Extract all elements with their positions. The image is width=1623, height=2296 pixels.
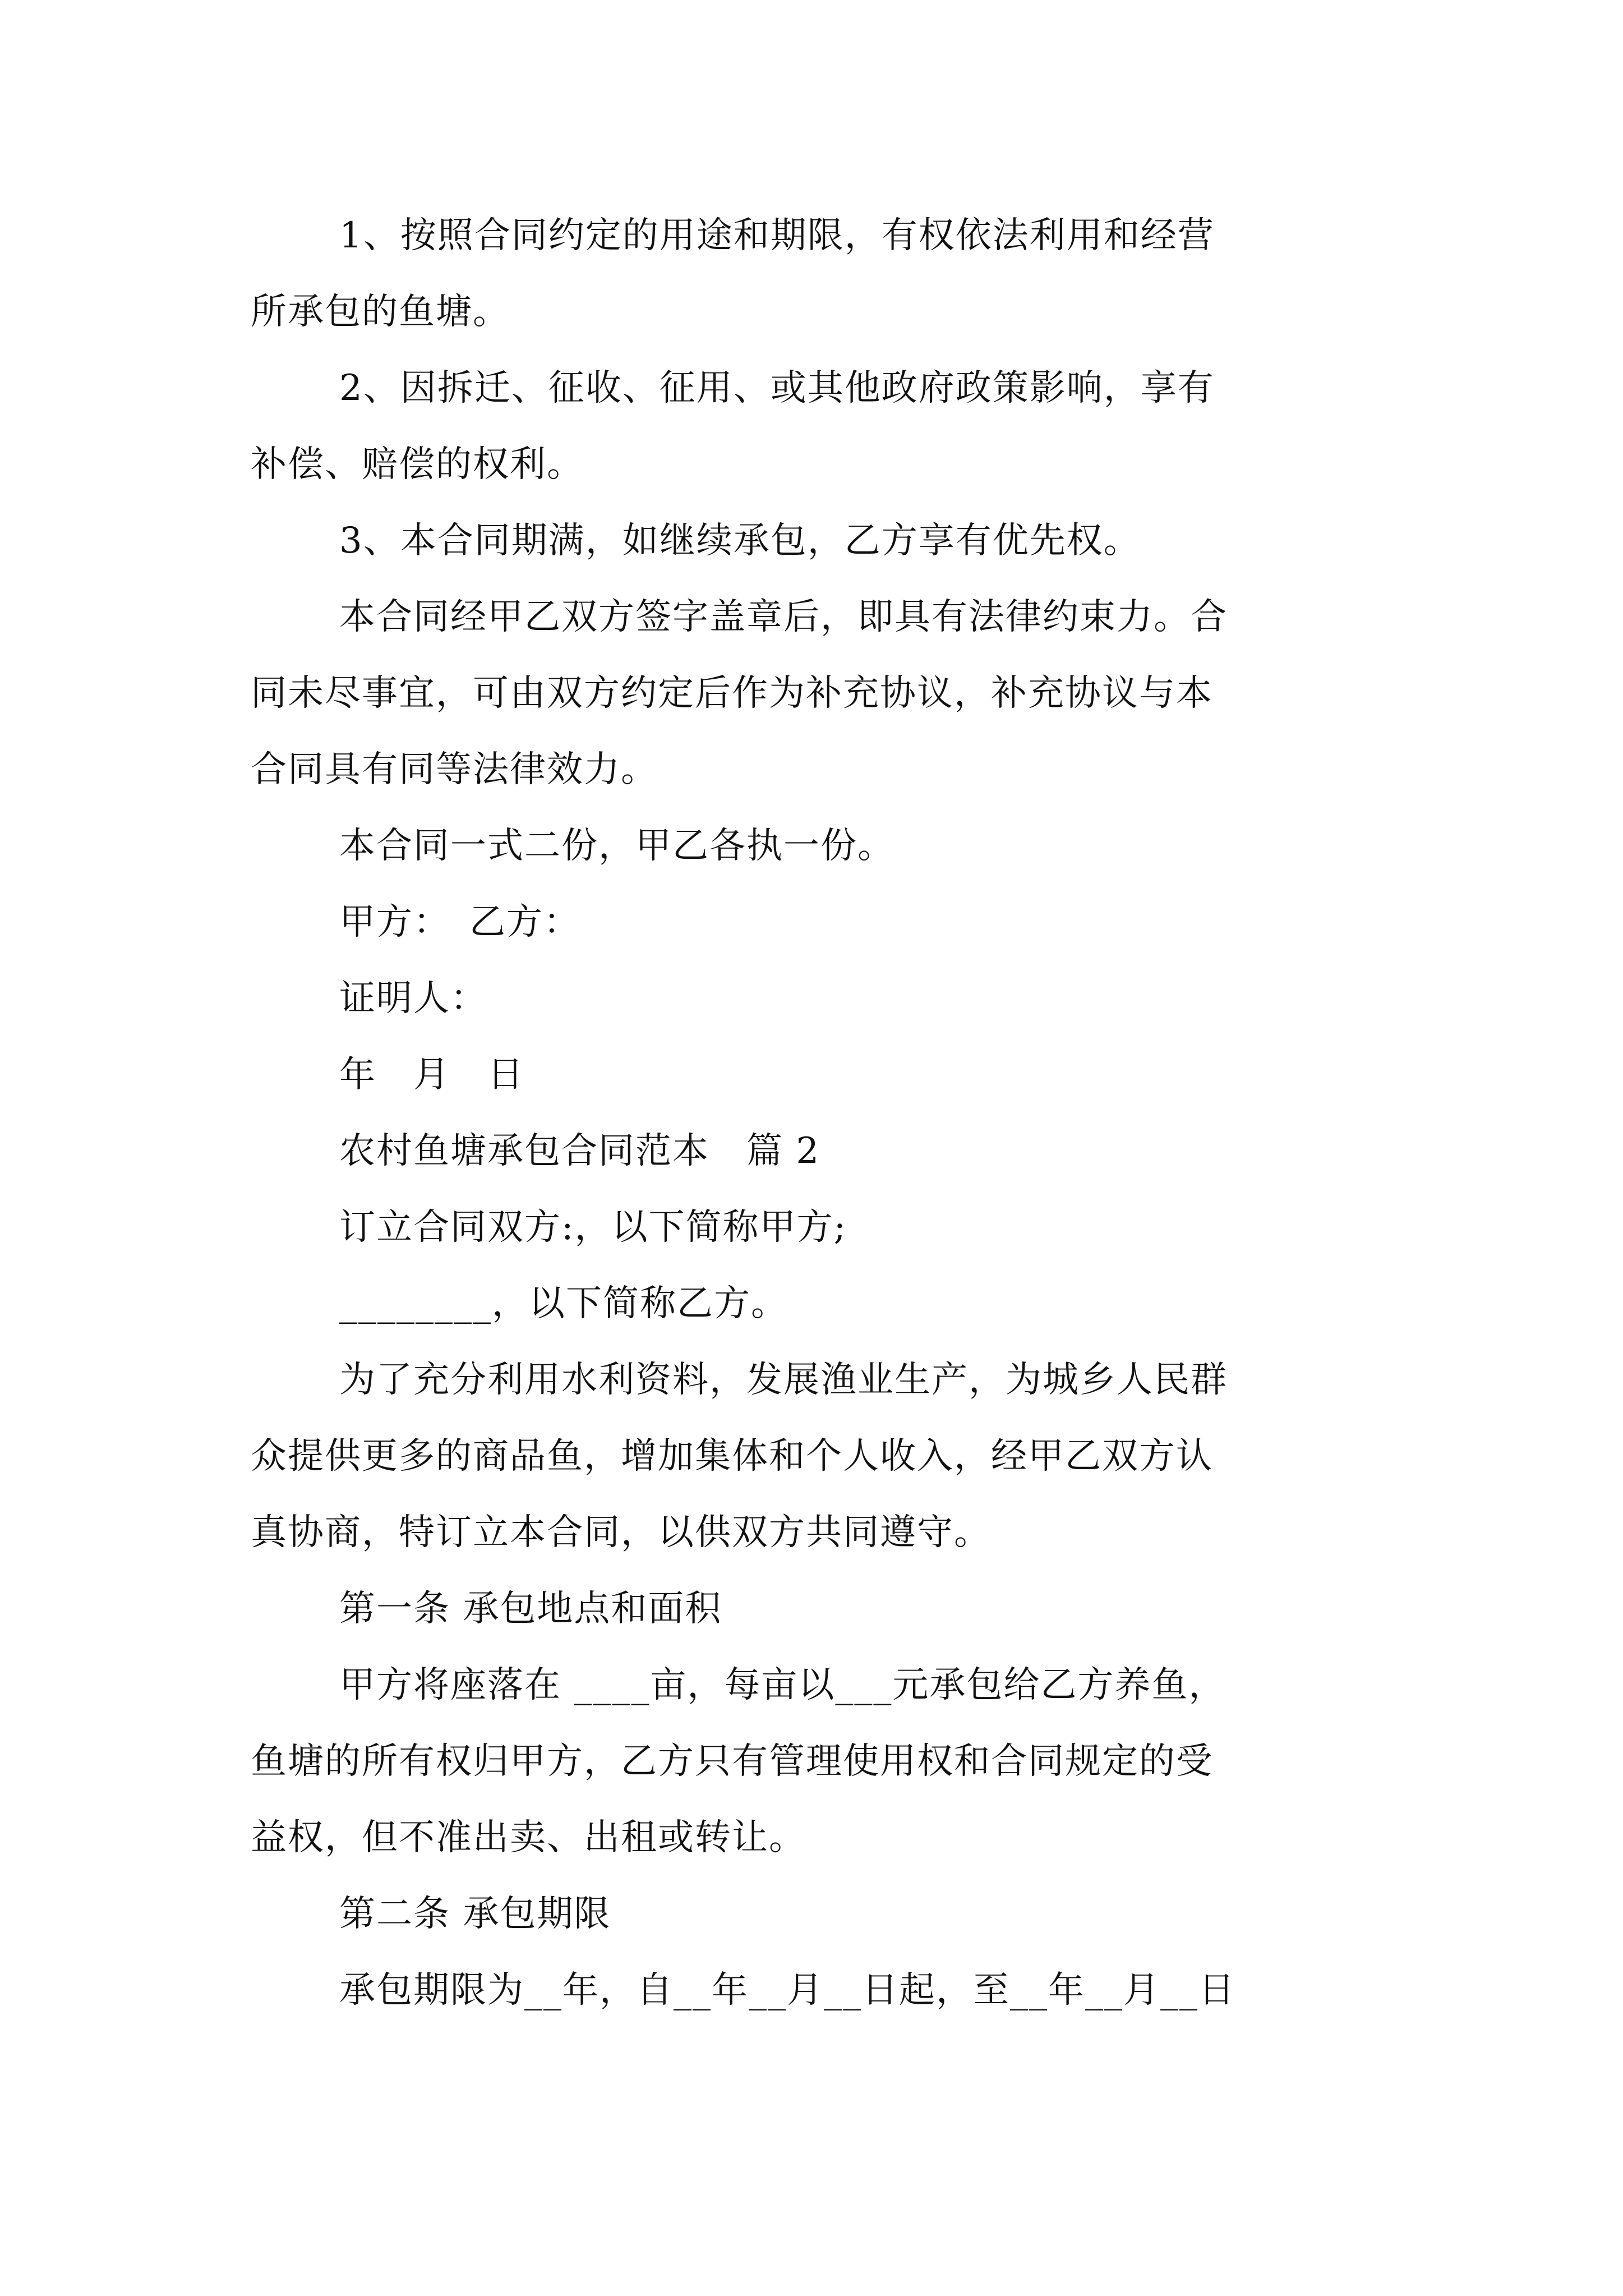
paragraph-line: 合同具有同等法律效力。	[251, 749, 658, 790]
paragraph-line: 鱼塘的所有权归甲方，乙方只有管理使用权和合同规定的受	[251, 1741, 1213, 1782]
paragraph-line: 所承包的鱼塘。	[251, 291, 510, 333]
paragraph-line: 同未尽事宜，可由双方约定后作为补充协议，补充协议与本	[251, 673, 1213, 714]
paragraph-line: 承包期限为__年，自__年__月__日起，至__年__月__日	[339, 1970, 1235, 2011]
paragraph-line: 益权，但不准出卖、出租或转让。	[251, 1817, 806, 1858]
section-heading: 农村鱼塘承包合同范本 篇 2	[339, 1130, 820, 1172]
paragraph-line: 1、按照合同约定的用途和期限，有权依法利用和经营	[339, 215, 1215, 256]
paragraph-line: 为了充分利用水利资料，发展渔业生产，为城乡人民群	[339, 1359, 1228, 1401]
paragraph-line: 补偿、赔偿的权利。	[251, 444, 584, 485]
paragraph-line: 甲方将座落在 ____亩，每亩以___元承包给乙方养鱼，	[339, 1664, 1226, 1706]
article-heading: 第一条 承包地点和面积	[339, 1588, 722, 1630]
article-heading: 第二条 承包期限	[339, 1893, 611, 1935]
paragraph-line: 2、因拆迁、征收、征用、或其他政府政策影响，享有	[339, 367, 1215, 409]
signature-parties-line: 甲方： 乙方：	[339, 901, 580, 943]
paragraph-line: 本合同经甲乙双方签字盖章后，即具有法律约束力。合	[339, 596, 1228, 638]
paragraph-line: 本合同一式二份，甲乙各执一份。	[339, 825, 895, 867]
date-line: 年 月 日	[339, 1054, 524, 1096]
paragraph-line: ________，以下简称乙方。	[339, 1283, 788, 1324]
paragraph-line: 众提供更多的商品鱼，增加集体和个人收入，经甲乙双方认	[251, 1435, 1213, 1477]
witness-line: 证明人：	[339, 978, 487, 1019]
paragraph-line: 真协商，特订立本合同，以供双方共同遵守。	[251, 1512, 991, 1553]
paragraph-line: 订立合同双方:，以下简称甲方;	[339, 1207, 847, 1248]
paragraph-line: 3、本合同期满，如继续承包，乙方享有优先权。	[339, 520, 1141, 562]
